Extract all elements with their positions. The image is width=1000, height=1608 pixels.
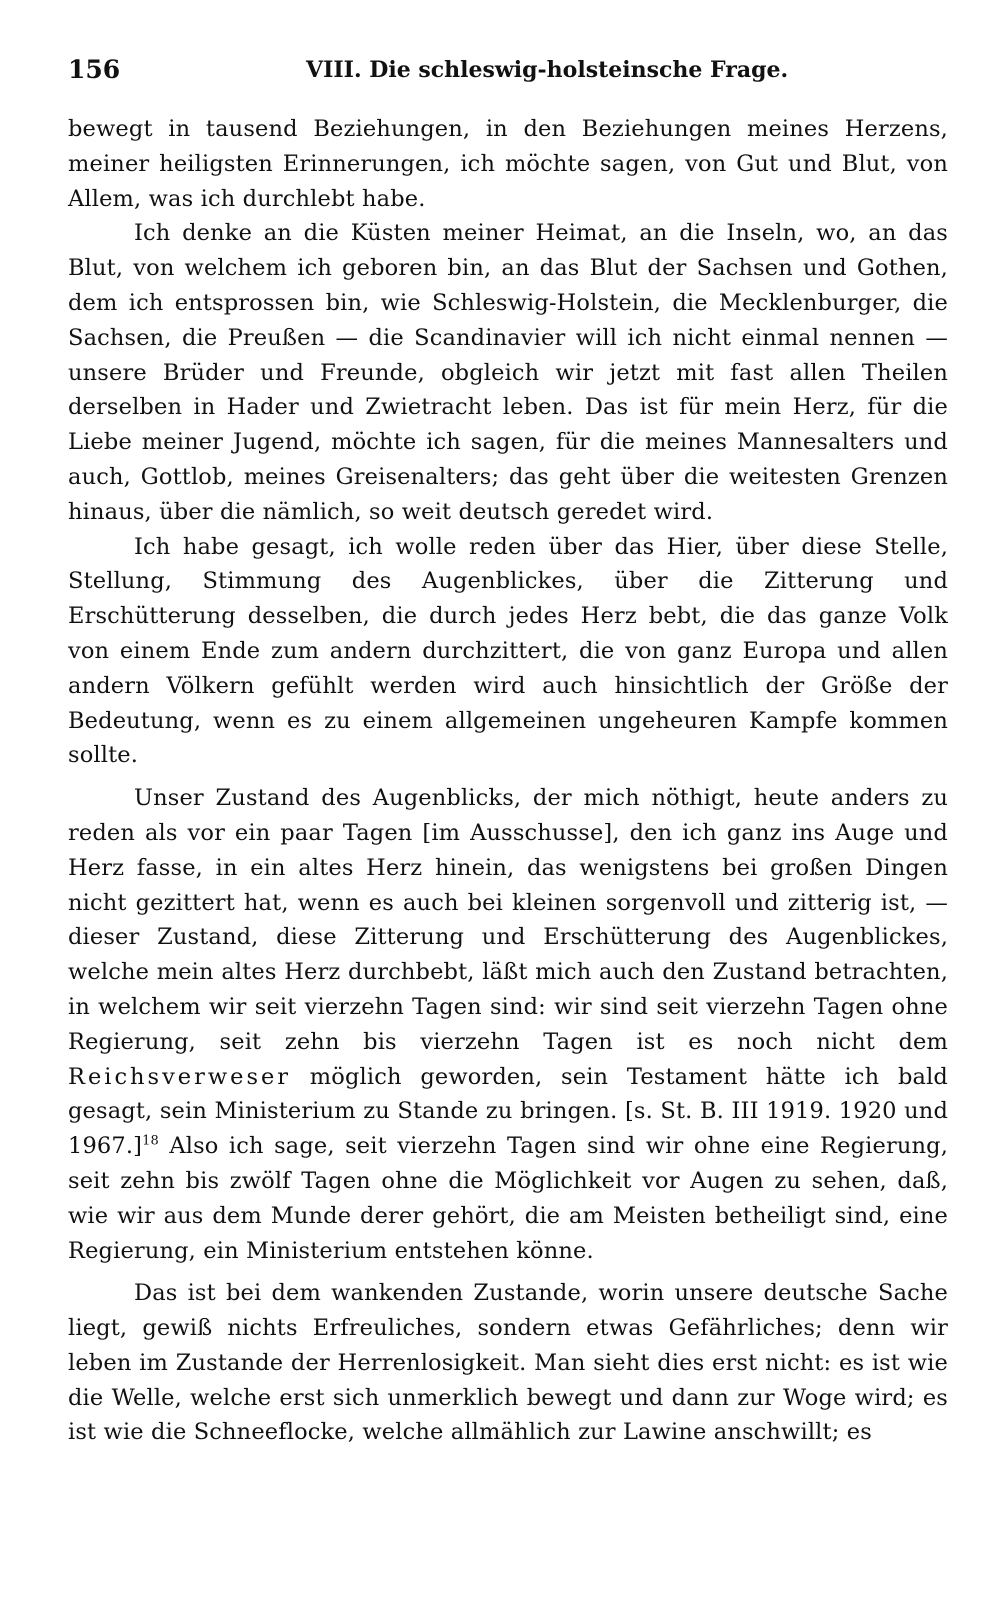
paragraph-4-part-1: Unser Zustand des Augenblicks, der mich nöthigt, heute anders zu reden als vor ein paar Tagen [im Ausschusse], den ich ganz ins Auge und Herz fasse, in ein altes Herz hinein, das wenigstens bei großen Dingen nicht gezittert hat, wenn es auch bei kleinen sorgenvoll und zitterig ist, — dieser Zustand, diese Zitterung und Erschütterung des Augenblickes, welche mein altes Herz durchbebt, läßt mich auch den Zustand betrachten, in welchem wir seit vierzehn Tagen sind: wir sind seit vierzehn Tagen ohne Regierung, seit zehn bis vierzehn Tagen ist es noch nicht dem <box>68 785 948 1055</box>
spaced-word-reichsverweser: Reichsverweser <box>68 1063 292 1090</box>
paragraph-1: bewegt in tausend Beziehungen, in den Beziehungen meines Herzens, meiner heiligsten Erinnerungen, ich möchte sagen, von Gut und Blut, von Allem, was ich durchlebt habe. <box>68 116 948 212</box>
paragraph-4 <box>68 781 948 1268</box>
page-header <box>68 52 948 88</box>
footnote-marker: 18 <box>142 1133 159 1149</box>
body-text <box>68 112 948 1450</box>
page-number: 156 <box>68 55 121 84</box>
paragraph-2: Ich denke an die Küsten meiner Heimat, an die Inseln, wo, an das Blut, von welchem ich geboren bin, an das Blut der Sachsen und Gothen, dem ich entsprossen bin, wie Schleswig-Holstein, die Mecklenburger, die Sachsen, die Preußen — die Scandinavier will ich nicht einmal nennen — unsere Brüder und Freunde, obgleich wir jetzt mit fast allen Theilen derselben in Hader und Zwietracht leben. Das ist für mein Herz, für die Liebe meiner Jugend, möchte ich sagen, für die meines Mannesalters und auch, Gottlob, meines Greisenalters; das geht über die weitesten Grenzen hinaus, über die nämlich, so weit deutsch geredet wird. <box>68 220 948 525</box>
paragraph-3: Ich habe gesagt, ich wolle reden über das Hier, über diese Stelle, Stellung, Stimmung des Augenblickes, über die Zitterung und Erschütterung desselben, die durch jedes Herz bebt, die das ganze Volk von einem Ende zum andern durchzittert, die von ganz Europa und allen andern Völkern gefühlt werden wird auch hinsichtlich der Größe der Bedeutung, wenn es zu einem allgemeinen ungeheuren Kampfe kommen sollte. <box>68 533 948 769</box>
paragraph-5: Das ist bei dem wankenden Zustande, worin unsere deutsche Sache liegt, gewiß nichts Erfreuliches, sondern etwas Gefährliches; denn wir leben im Zustande der Herrenlosigkeit. Man sieht dies erst nicht: es ist wie die Welle, welche erst sich unmerklich bewegt und dann zur Woge wird; es ist wie die Schneeflocke, welche allmählich zur Lawine anschwillt; es <box>68 1280 948 1446</box>
paragraph-4-part-2: möglich geworden, sein Testament hätte ich bald gesagt, sein Ministerium zu Stande zu bringen. [s. St. B. III 1919. 1920 und 1967.] <box>68 1063 948 1160</box>
running-head: VIII. Die schleswig-holsteinsche Frage. <box>306 57 789 83</box>
paragraph-4-part-3: Also ich sage, seit vierzehn Tagen sind wir ohne eine Regierung, seit zehn bis zwölf Tagen ohne die Möglichkeit vor Augen zu sehen, daß, wie wir aus dem Munde derer gehört, die am Meisten betheiligt sind, eine Regierung, ein Ministerium entstehen könne. <box>68 1133 948 1264</box>
